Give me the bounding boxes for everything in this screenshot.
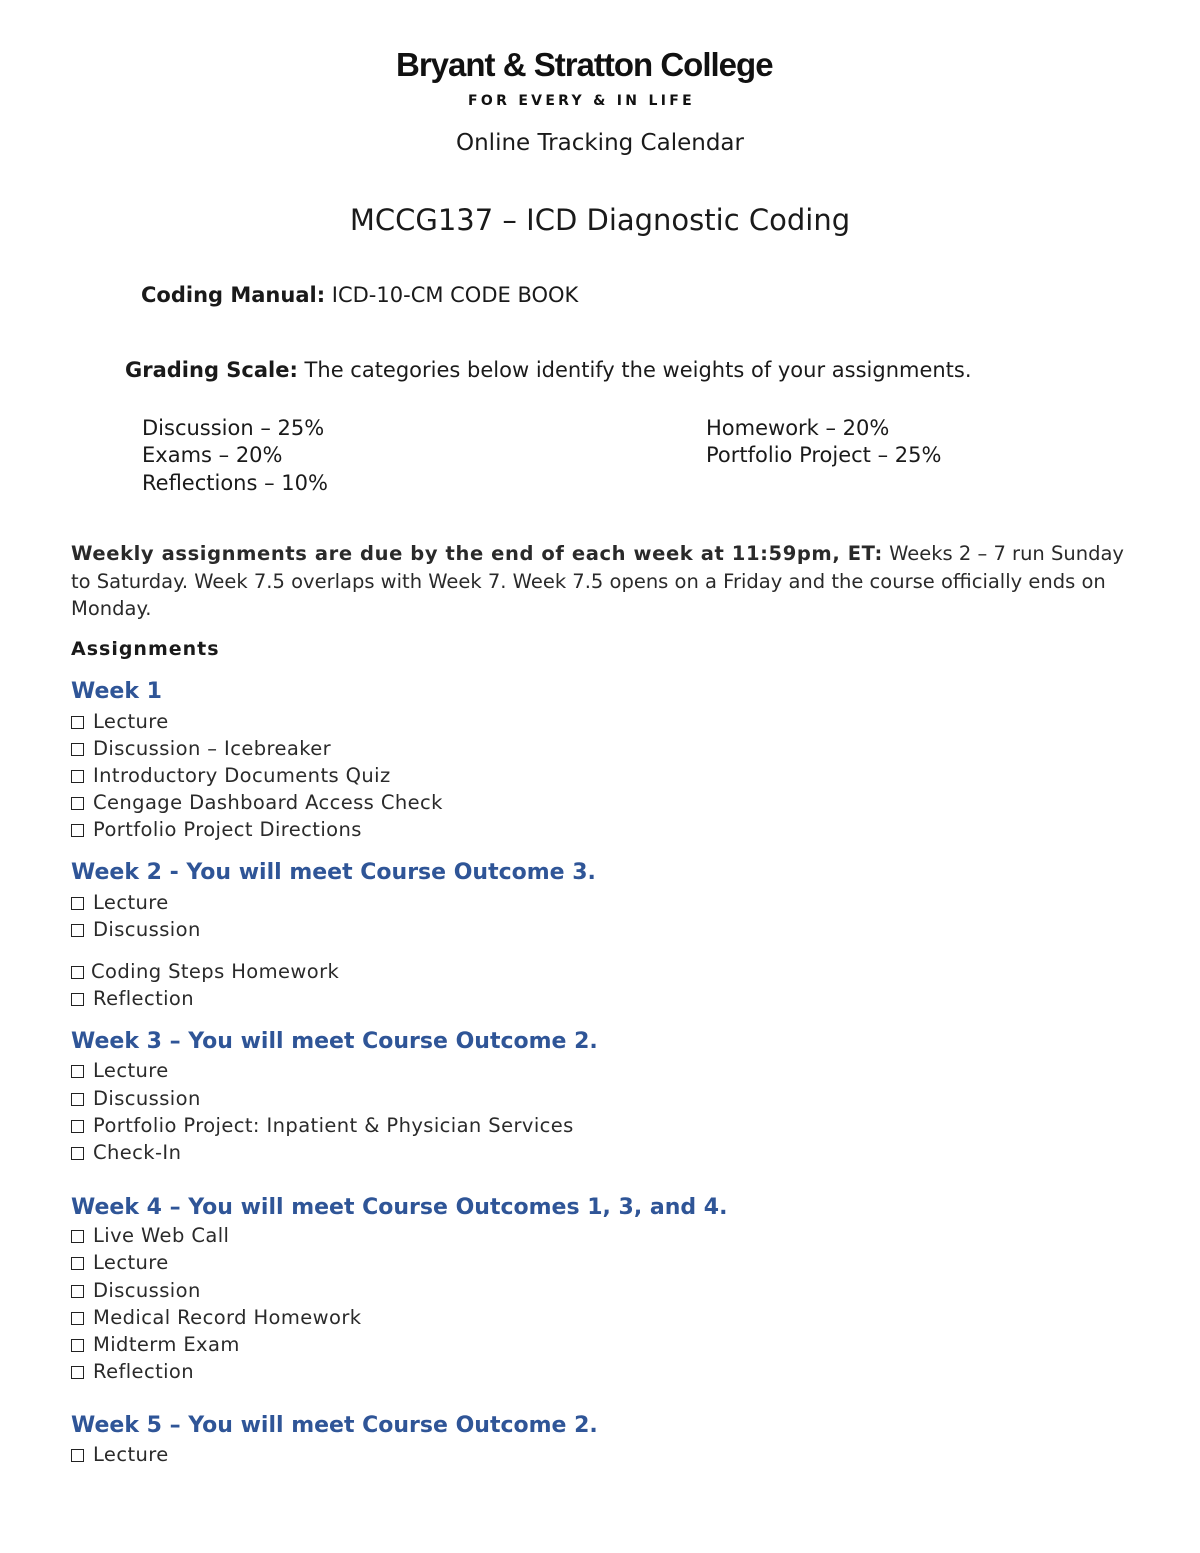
grading-scale [125,358,972,382]
checkbox-icon[interactable] [71,770,84,783]
checklist-item[interactable]: Reflection [71,1360,194,1383]
weight-homework: Homework – 20% [706,416,890,440]
college-logo [396,46,816,109]
checkbox-icon[interactable] [71,1230,84,1243]
checkbox-icon[interactable] [71,716,84,729]
coding-manual-value: ICD-10-CM CODE BOOK [325,283,579,307]
grading-scale-text: The categories below identify the weights of your assignments. [297,358,972,382]
checkbox-icon[interactable] [71,993,84,1006]
checkbox-icon[interactable] [71,1366,84,1379]
checkbox-icon[interactable] [71,1120,84,1133]
checklist-item[interactable]: Lecture [71,710,169,733]
checklist-item[interactable]: Introductory Documents Quiz [71,764,391,787]
checkbox-icon[interactable] [71,966,84,979]
course-title: MCCG137 – ICD Diagnostic Coding [349,203,851,237]
week-5-heading: Week 5 – You will meet Course Outcome 2. [71,1413,598,1438]
college-tagline: FOR EVERY & IN LIFE [468,93,695,109]
checklist-item[interactable]: Discussion [71,1279,201,1302]
checkbox-icon[interactable] [71,1065,84,1078]
checkbox-icon[interactable] [71,897,84,910]
due-note-text: Weeks 2 – 7 run Sunday to Saturday. Week 7.5 overlaps with Week 7. Week 7.5 opens on a Friday and the course officially ends on Monday. [71,542,1124,620]
week-2-heading: Week 2 - You will meet Course Outcome 3. [71,860,596,885]
checklist-item[interactable]: Cengage Dashboard Access Check [71,791,443,814]
checklist-item[interactable]: Medical Record Homework [71,1306,361,1329]
checklist-item[interactable]: Discussion – Icebreaker [71,737,331,760]
checklist-item[interactable]: Discussion [71,918,201,941]
checklist-item[interactable]: Check-In [71,1141,181,1164]
college-name: Bryant & Stratton College [396,46,773,83]
checkbox-icon[interactable] [71,1093,84,1106]
weight-exams: Exams – 20% [142,443,283,467]
checkbox-icon[interactable] [71,1257,84,1270]
checkbox-icon[interactable] [71,797,84,810]
checkbox-icon[interactable] [71,1312,84,1325]
checklist-item[interactable]: Lecture [71,891,169,914]
checklist-item[interactable]: Reflection [71,987,194,1010]
checklist-item[interactable]: Live Web Call [71,1224,229,1247]
weight-portfolio: Portfolio Project – 25% [706,443,942,467]
checkbox-icon[interactable] [71,1449,84,1462]
checklist-item[interactable]: Midterm Exam [71,1333,240,1356]
due-note [71,540,1146,623]
checklist-item[interactable]: Lecture [71,1251,169,1274]
checkbox-icon[interactable] [71,1147,84,1160]
checklist-item[interactable]: Coding Steps Homework [71,960,339,983]
checklist-item[interactable]: Lecture [71,1443,169,1466]
checklist-item[interactable]: Portfolio Project Directions [71,818,362,841]
grading-scale-label: Grading Scale: [125,358,298,382]
checklist-item[interactable]: Lecture [71,1059,169,1082]
checklist-item[interactable]: Discussion [71,1087,201,1110]
checkbox-icon[interactable] [71,924,84,937]
checkbox-icon[interactable] [71,824,84,837]
checkbox-icon[interactable] [71,1285,84,1298]
due-note-label: Weekly assignments are due by the end of each week at 11:59pm, ET: [71,542,883,565]
weight-reflections: Reflections – 10% [142,471,328,495]
coding-manual [141,283,578,307]
weight-discussion: Discussion – 25% [142,416,325,440]
week-1-heading: Week 1 [71,679,162,704]
week-4-heading: Week 4 – You will meet Course Outcomes 1, 3, and 4. [71,1195,728,1220]
assignments-heading: Assignments [71,638,220,660]
page-subtitle: Online Tracking Calendar [456,130,744,156]
checkbox-icon[interactable] [71,743,84,756]
checklist-item[interactable]: Portfolio Project: Inpatient & Physician Services [71,1114,574,1137]
coding-manual-label: Coding Manual: [141,283,326,307]
checkbox-icon[interactable] [71,1339,84,1352]
week-3-heading: Week 3 – You will meet Course Outcome 2. [71,1029,598,1054]
